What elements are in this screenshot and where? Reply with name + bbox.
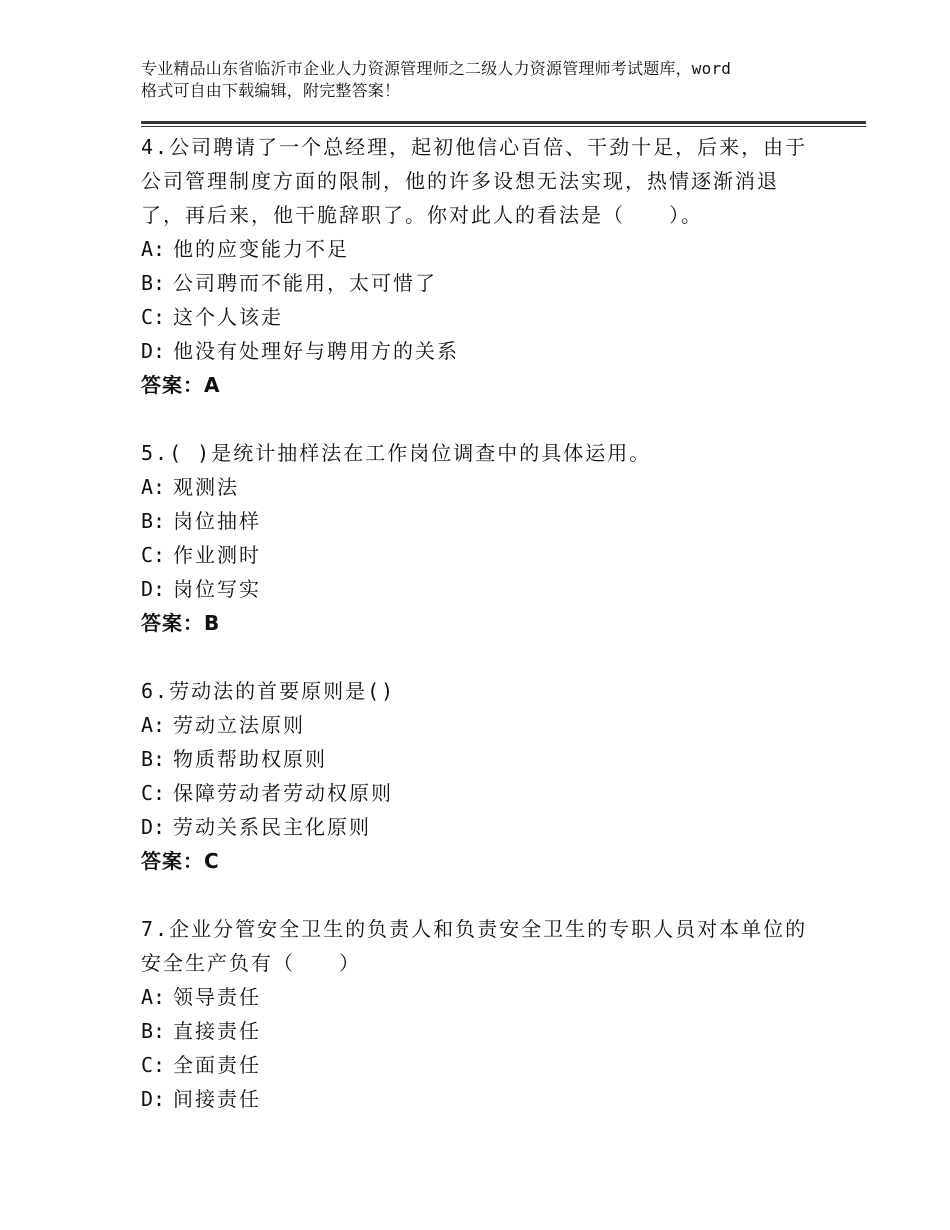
option-text: 作业测时 [173, 543, 261, 567]
option-d [141, 810, 841, 844]
option-text: 劳动立法原则 [173, 713, 305, 737]
spacer [141, 640, 841, 674]
option-c [141, 300, 841, 334]
option-letter: D: [141, 815, 166, 839]
option-letter: C: [141, 543, 166, 567]
option-letter: A: [141, 713, 166, 737]
option-text: 公司聘而不能用，太可惜了 [173, 271, 437, 295]
option-letter: B: [141, 747, 166, 771]
option-letter: D: [141, 339, 166, 363]
option-b [141, 266, 841, 300]
question-6 [141, 674, 841, 878]
option-letter: A: [141, 475, 166, 499]
option-letter: B: [141, 509, 166, 533]
option-letter: B: [141, 1019, 166, 1043]
question-stem-line: 5.( )是统计抽样法在工作岗位调查中的具体运用。 [141, 441, 652, 465]
question-stem-line: 了，再后来，他干脆辞职了。你对此人的看法是（ ）。 [141, 203, 703, 227]
option-d [141, 572, 841, 606]
answer-label: 答案：B [141, 611, 221, 635]
answer-label: 答案：A [141, 373, 221, 397]
spacer [141, 878, 841, 912]
option-text: 岗位抽样 [173, 509, 261, 533]
option-letter: B: [141, 271, 166, 295]
option-text: 全面责任 [173, 1053, 261, 1077]
option-letter: C: [141, 1053, 166, 1077]
option-a [141, 980, 841, 1014]
question-stem-line: 公司管理制度方面的限制，他的许多设想无法实现，热情逐渐消退 [141, 169, 779, 193]
option-text: 他的应变能力不足 [173, 237, 349, 261]
option-text: 间接责任 [173, 1087, 261, 1111]
option-c [141, 776, 841, 810]
option-letter: C: [141, 305, 166, 329]
question-5 [141, 436, 841, 640]
answer-label: 答案：C [141, 849, 220, 873]
option-text: 这个人该走 [173, 305, 283, 329]
header-line-1: 专业精品山东省临沂市企业人力资源管理师之二级人力资源管理师考试题库，word [141, 59, 732, 78]
spacer [141, 402, 841, 436]
option-letter: D: [141, 1087, 166, 1111]
option-letter: D: [141, 577, 166, 601]
header-divider-thin [141, 126, 866, 127]
option-letter: C: [141, 781, 166, 805]
option-text: 直接责任 [173, 1019, 261, 1043]
option-d [141, 1082, 841, 1116]
question-stem-line: 4.公司聘请了一个总经理，起初他信心百倍、干劲十足，后来，由于 [141, 135, 808, 159]
option-text: 领导责任 [173, 985, 261, 1009]
option-letter: A: [141, 985, 166, 1009]
option-text: 劳动关系民主化原则 [173, 815, 371, 839]
option-a [141, 470, 841, 504]
question-7 [141, 912, 841, 1116]
question-list [141, 130, 841, 1116]
header-divider-thick [141, 121, 866, 124]
option-b [141, 504, 841, 538]
option-a [141, 232, 841, 266]
header-line-2: 格式可自由下载编辑，附完整答案！ [141, 81, 401, 100]
option-letter: A: [141, 237, 166, 261]
option-c [141, 538, 841, 572]
question-stem-line: 6.劳动法的首要原则是() [141, 679, 396, 703]
option-c [141, 1048, 841, 1082]
option-d [141, 334, 841, 368]
document-header [141, 58, 841, 102]
option-text: 保障劳动者劳动权原则 [173, 781, 393, 805]
option-text: 岗位写实 [173, 577, 261, 601]
option-a [141, 708, 841, 742]
question-stem-line: 安全生产负有（ ） [141, 951, 361, 975]
option-b [141, 1014, 841, 1048]
option-text: 物质帮助权原则 [173, 747, 327, 771]
question-4 [141, 130, 841, 402]
option-b [141, 742, 841, 776]
option-text: 他没有处理好与聘用方的关系 [173, 339, 459, 363]
question-stem-line: 7.企业分管安全卫生的负责人和负责安全卫生的专职人员对本单位的 [141, 917, 808, 941]
option-text: 观测法 [173, 475, 239, 499]
